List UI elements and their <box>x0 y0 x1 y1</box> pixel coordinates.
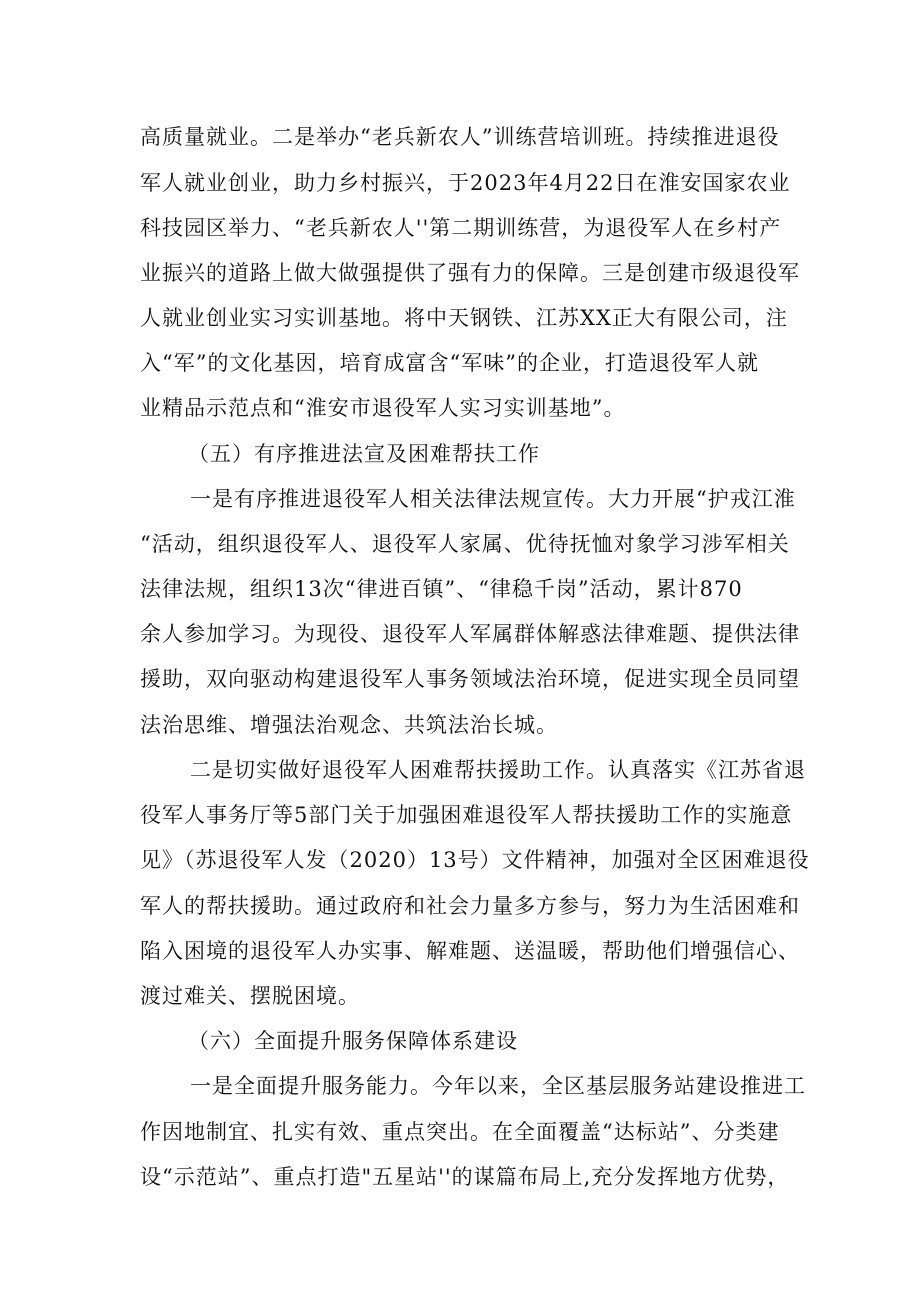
paragraph-line: 一是全面提升服务能力。今年以来，全区基层服务站建设推进工 <box>190 1074 806 1098</box>
paragraph-line: 法治思维、增强法治观念、共筑法治长城。 <box>140 713 558 737</box>
paragraph-line: 渡过难关、摆脱困境。 <box>140 984 360 1008</box>
section-heading-6: （六）全面提升服务保障体系建设 <box>188 1029 518 1053</box>
paragraph-line: 陷入困境的退役军人办实事、解难题、送温暖，帮助他们增强信心、 <box>140 939 800 963</box>
paragraph-line: 军人的帮扶援助。通过政府和社会力量多方参与，努力为生活困难和 <box>140 894 800 918</box>
paragraph-line: 二是切实做好退役军人困难帮扶援助工作。认真落实《江苏省退 <box>190 758 806 782</box>
paragraph-line: 余人参加学习。为现役、退役军人军属群体解惑法律难题、提供法律 <box>140 622 800 646</box>
paragraph-line: 军人就业创业，助力乡村振兴，于2023年4月22日在淮安国家农业 <box>140 171 791 195</box>
paragraph-line: “活动，组织退役军人、退役军人家属、优待抚恤对象学习涉军相关 <box>140 532 790 556</box>
section-heading-5: （五）有序推进法宣及困难帮扶工作 <box>188 442 540 466</box>
paragraph-line: 一是有序推进退役军人相关法律法规宣传。大力开展“护戎江淮 <box>190 487 796 511</box>
paragraph-line: 业振兴的道路上做大做强提供了强有力的保障。三是创建市级退役军 <box>140 261 800 285</box>
paragraph-line: 役军人事务厅等5部门关于加强困难退役军人帮扶援助工作的实施意 <box>140 803 793 827</box>
paragraph-line: 援助，双向驱动构建退役军人事务领域法治环境，促进实现全员同望 <box>140 667 800 691</box>
paragraph-line: 业精品示范点和“淮安市退役军人实习实训基地”。 <box>140 396 626 420</box>
paragraph-line: 见》（苏退役军人发（2020）13号）文件精神，加强对全区困难退役 <box>140 848 810 872</box>
paragraph-line: 人就业创业实习实训基地。将中天钢铁、江苏XX正大有限公司，注 <box>140 306 788 330</box>
paragraph-line: 入“军”的文化基因，培育成富含“军味”的企业，打造退役军人就 <box>140 351 759 375</box>
paragraph-line: 高质量就业。二是举办“老兵新农人”训练营培训班。持续推进退役 <box>140 125 780 149</box>
paragraph-line: 科技园区举力、“老兵新农人''第二期训练营，为退役军人在乡村产 <box>140 216 782 240</box>
paragraph-line: 设“示范站”、重点打造"五星站''的谋篇布局上,充分发挥地方优势， <box>140 1165 790 1189</box>
paragraph-line: 作因地制宜、扎实有效、重点突出。在全面覆盖“达标站”、分类建 <box>140 1120 780 1144</box>
paragraph-line: 法律法规，组织13次“律进百镇”、“律稳千岗”活动，累计870 <box>140 577 743 601</box>
